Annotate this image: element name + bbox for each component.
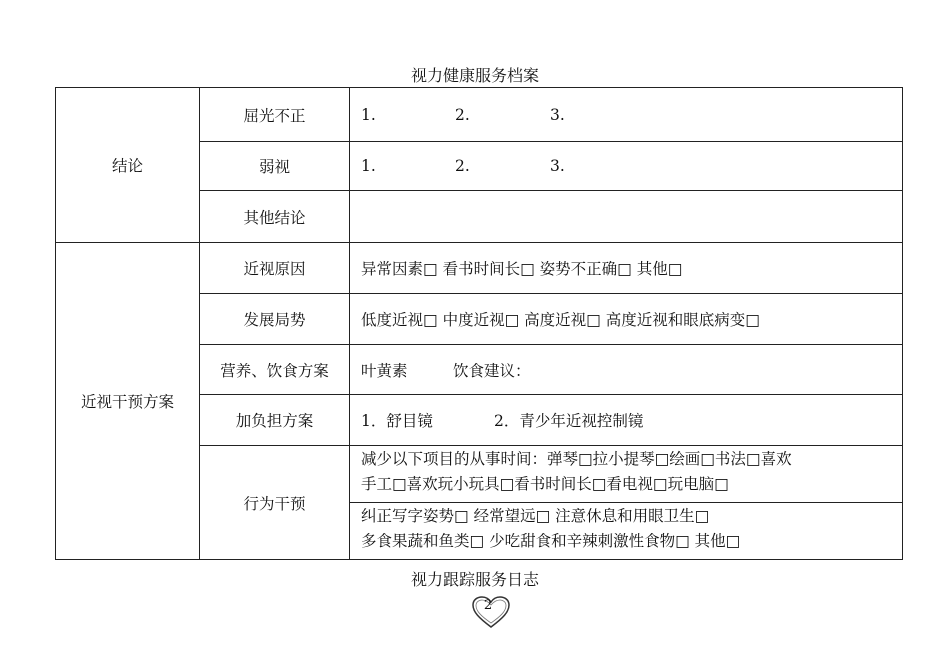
myopia-cause-value: 异常因素□ 看书时间长□ 姿势不正确□ 其他□	[361, 260, 683, 278]
table-border-bottom	[55, 559, 903, 560]
behavior-correct-block	[350, 504, 902, 559]
nutrition-item-lutein: 叶黄素	[361, 361, 408, 380]
footer-title: 视力跟踪服务日志	[410, 570, 539, 589]
refraction-item-2: 2.	[455, 105, 470, 124]
trend-value: 低度近视□ 中度近视□ 高度近视□ 高度近视和眼底病变□	[361, 311, 760, 329]
other-conclusion-value	[350, 191, 902, 242]
intervention-group-label: 近视干预方案	[80, 393, 174, 411]
nutrition-value	[350, 345, 902, 394]
refraction-label: 屈光不正	[243, 106, 306, 125]
behavior-label: 行为干预	[243, 494, 306, 513]
amblyopia-item-2: 2.	[455, 157, 470, 175]
behavior-subdivider	[349, 502, 903, 503]
refraction-item-1: 1.	[361, 105, 376, 124]
document-title: 视力健康服务档案	[410, 66, 539, 85]
behavior-reduce-line-2: 手工□喜欢玩小玩具□看书时间长□看电视□玩电脑□	[361, 475, 729, 493]
nutrition-label: 营养、饮食方案	[220, 361, 329, 380]
nutrition-item-diet: 饮食建议：	[453, 361, 531, 380]
table-border-right	[902, 87, 903, 560]
load-item-2: 2．青少年近视控制镜	[494, 412, 644, 430]
load-label: 加负担方案	[235, 412, 314, 430]
refraction-value	[350, 88, 902, 141]
load-item-1: 1．舒目镜	[361, 412, 433, 430]
behavior-reduce-line-1: 减少以下项目的从事时间：弹琴□拉小提琴□绘画□书法□喜欢	[361, 450, 792, 468]
other-conclusion-label: 其他结论	[243, 208, 306, 227]
amblyopia-item-1: 1.	[361, 157, 376, 175]
refraction-item-3: 3.	[550, 105, 565, 124]
load-value	[350, 395, 902, 445]
myopia-cause-label: 近视原因	[243, 260, 306, 278]
amblyopia-label: 弱视	[258, 158, 290, 176]
trend-label: 发展局势	[243, 311, 306, 329]
conclusion-group-label: 结论	[111, 157, 143, 175]
amblyopia-item-3: 3.	[550, 157, 565, 175]
behavior-correct-line-2: 多食果蔬和鱼类□ 少吃甜食和辛辣刺激性食物□ 其他□	[361, 532, 741, 550]
amblyopia-value	[350, 142, 902, 190]
page-number: 2	[483, 598, 493, 613]
behavior-reduce-block	[350, 447, 902, 502]
behavior-correct-line-1: 纠正写字姿势□ 经常望远□ 注意休息和用眼卫生□	[361, 507, 710, 525]
